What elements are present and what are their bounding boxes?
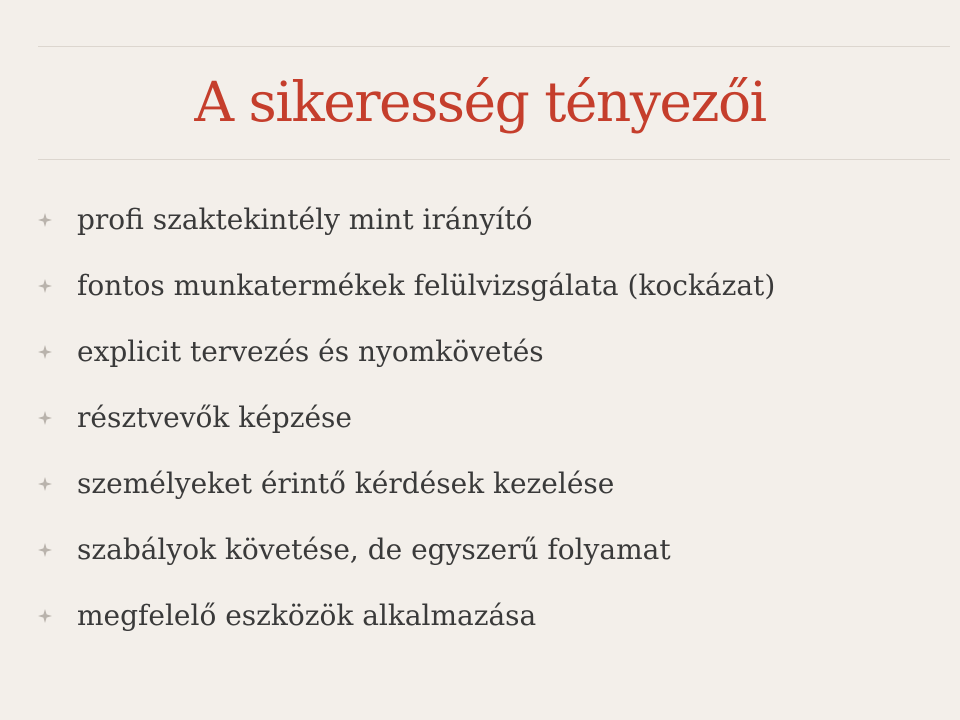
bullet-item bbox=[0, 454, 960, 520]
bullet-text: szabályok követése, de egyszerű folyamat bbox=[77, 533, 671, 566]
title-bottom-rule bbox=[38, 159, 950, 160]
bullet-text: fontos munkatermékek felülvizsgálata (kockázat) bbox=[77, 269, 776, 302]
fleuron-bullet-icon bbox=[38, 213, 52, 227]
bullet-text: explicit tervezés és nyomkövetés bbox=[77, 335, 544, 368]
bullet-text: megfelelő eszközök alkalmazása bbox=[77, 599, 537, 632]
bullet-text: profi szaktekintély mint irányító bbox=[77, 203, 533, 236]
bullet-item bbox=[0, 388, 960, 454]
bullet-list bbox=[0, 190, 960, 652]
fleuron-bullet-icon bbox=[38, 279, 52, 293]
title-top-rule bbox=[38, 46, 950, 47]
fleuron-bullet-icon bbox=[38, 477, 52, 491]
fleuron-bullet-icon bbox=[38, 609, 52, 623]
bullet-text: résztvevők képzése bbox=[77, 401, 352, 434]
bullet-item bbox=[0, 520, 960, 586]
bullet-item bbox=[0, 586, 960, 652]
bullet-text: személyeket érintő kérdések kezelése bbox=[77, 467, 615, 500]
fleuron-bullet-icon bbox=[38, 345, 52, 359]
bullet-item bbox=[0, 190, 960, 256]
slide-title: A sikeresség tényezői bbox=[194, 70, 766, 134]
bullet-item bbox=[0, 256, 960, 322]
fleuron-bullet-icon bbox=[38, 543, 52, 557]
bullet-item bbox=[0, 322, 960, 388]
fleuron-bullet-icon bbox=[38, 411, 52, 425]
